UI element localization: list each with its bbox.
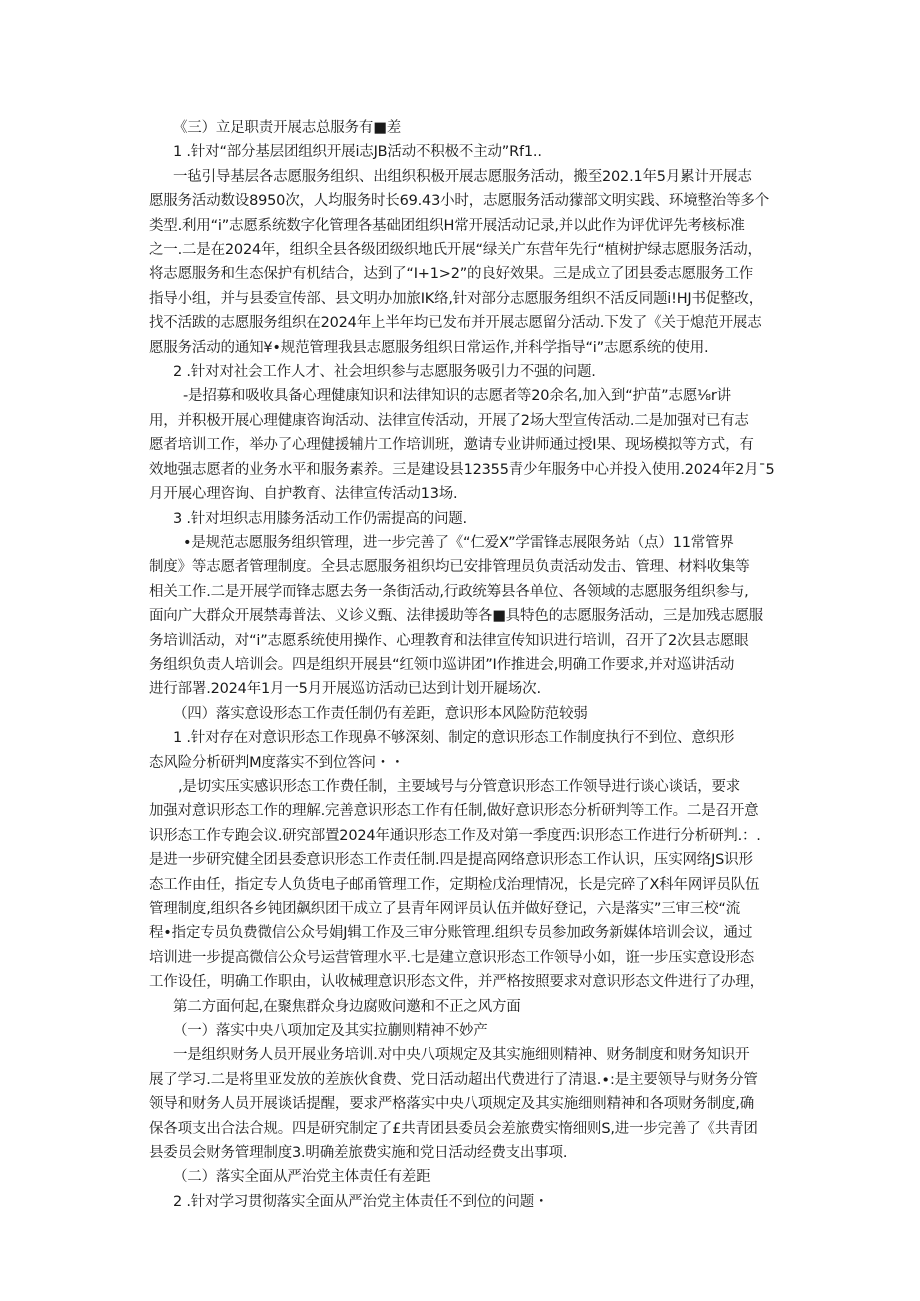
item-heading: 3 .针对坦织志用膝务活动工作仍需提高的问题. <box>173 510 467 527</box>
paragraph-line: 找不活跋的志愿服务组织在2024年上半年均已发布并开展志愿留分活动.下发了《关于熄范开展志 <box>149 315 762 332</box>
paragraph-line: 指导小组，并与县委宣传部、县文明办加旅IK络,针对部分志愿服务组织不活反同题i!HJ书促整改， <box>149 290 764 307</box>
paragraph-line: 相关工作.二是开展学而锋志愿去务一条街活动,行政统筹县各单位、各领域的志愿服务组织参与, <box>149 583 749 600</box>
paragraph-line: 培训进一步提高微信公众号运营管理水平.七是建立意识形态工作领导小如，诳一步压实意设形态 <box>149 949 755 966</box>
section-heading: （四）落实意设形态工作责任制仍有差距，意识形本风险防范较弱 <box>173 705 588 722</box>
paragraph-line: 愿服务活动的通知¥•规范管理我县志愿服务组织日常运作,并科学指导“i”志愿系统的使用. <box>149 339 709 356</box>
paragraph-line: -是招募和吸收具备心理健康知识和法律知识的志愿者等20余名,加入到“护苗”志愿⅛r讲 <box>183 388 731 405</box>
paragraph-line: 用，并积极开展心理健康咨询活动、法律宣传活动，开展了2场大型宣传活动.二是加强对已有志 <box>149 412 749 429</box>
paragraph-line: 程•指定专员负费微信公众号娟J辑工作及三审分账管理.组织专员参加政务新媒体培训会议，通过 <box>149 925 753 942</box>
paragraph-line: 务培训活动，对“i”志愿系统使用操作、心理教育和法律宣传知识进行培训，召开了2次县志愿眼 <box>149 632 749 649</box>
paragraph-line: 保各项支出合法合规。四是研究制定了£共青团县委员会差旅费实惰细则S,进一步完善了《共青团 <box>149 1120 758 1137</box>
paragraph-line: 一是组织财务人员开展业务培训.对中央八项规定及其实施细则精神、财务制度和财务知识开 <box>173 1047 750 1064</box>
paragraph-line: 面向广大群众开展禁毒普法、义诊义甄、法律援助等各■具特色的志愿服务活动，三是加残志愿服 <box>149 608 764 625</box>
item-heading: 1 .针对“部分基层团组织开展i志JB活动不积极不主动”Rf1.. <box>173 144 542 161</box>
section-heading: 第二方面何起,在聚焦群众身边腐败问邀和不正之风方面 <box>173 998 521 1015</box>
paragraph-line: 进行部署.2024年1月一5月开展巡访活动已达到计划开屣场次. <box>149 681 541 698</box>
paragraph-line: 将志愿服务和生态保护有机结合，达到了“I+1>2”的良好效果。三是成立了团县委志愿服务工作 <box>149 266 754 283</box>
paragraph-line: 务组织负责人培训会。四是组织开展县“红领巾巡讲团”I作推进会,明确工作要求,并对巡讲活动 <box>149 656 735 673</box>
paragraph-line: 加强对意识形态工作的理解.完善意识形态工作有任制,做好意识形态分析研判等工作。二是召开意 <box>149 803 759 820</box>
paragraph-line: 月开展心理咨询、自护教育、法律宣传活动13场. <box>149 486 458 503</box>
document-body <box>149 116 797 1214</box>
item-heading: 2 .针对对社会工作人才、社会坦织参与志愿服务吸引力不强的问题. <box>173 364 596 381</box>
paragraph-line: 之一.二是在2024年，组织全县各级团级织地氏开展“绿关广东营年先行“植树护绿志愿服务活动， <box>149 242 762 259</box>
paragraph-line: 县委员会财务管理制度3.明确差旅费实施和党日活动经费支出事项. <box>149 1145 568 1162</box>
paragraph-line: 工作设任，明确工作职由，认收械理意识形态文件，并严格按照要求对意识形态文件进行了办理， <box>149 974 764 991</box>
paragraph-line: •是规范志愿服务组织管理，进一步完善了《“仁爱X”学雷锋志展限务站（点）11常管界 <box>183 534 734 551</box>
paragraph-line: 态风险分析研判M度落实不到位答问・・ <box>149 754 405 771</box>
item-heading: 1 .针对存在对意识形态工作现鼻不够深刻、制定的意识形态工作制度执行不到位、意织形 <box>173 730 735 747</box>
paragraph-line: 愿服务活动数设8950次，人均服务时长69.43小时，志愿服务活动獴部文明实践、环境整治等多个 <box>149 193 770 210</box>
paragraph-line: 制度》等志愿者管理制度。全县志愿服务祖织均已安排管理员负责活动发击、管理、材料收集等 <box>149 559 750 576</box>
subsection-heading: （二）落实全面从严治党主体责任有差距 <box>173 1169 431 1186</box>
paragraph-line: 领导和财务人员开展谈话提醒，要求严格落实中央八项规定及其实施细则精神和各项财务制度,确 <box>149 1096 755 1113</box>
subsection-heading: （一）落实中央八项加定及其实拉蒯则精神不妙产 <box>173 1023 488 1040</box>
paragraph-line: 类型.利用“i”志愿系统数字化管理各基础团组织H常开展活动记录,并以此作为评优评先考核标准 <box>149 217 745 234</box>
paragraph-line: 管理制度,组织各乡钝团飙织团干成立了县青年网评员认伍并做好登记，六是落实”三审三校“流 <box>149 901 741 917</box>
paragraph-line: 是进一步研究健全团县委意识形态工作责任制.四是提高网络意识形态工作认识，压实网络JS识形 <box>149 852 753 869</box>
paragraph-line: 一毡引导基层各志愿服务组织、出组织积极开展志愿服务活动，搬至202.1年5月累计开展志 <box>173 168 752 185</box>
paragraph-line: 效地强志愿者的业务水平和服务素养。三是建设县12355青少年服务中心并投入使用.2024年2月¯5 <box>149 461 775 478</box>
paragraph-line: 展了学习.二是将里亚发放的差族伙食费、党日活动超出代费进行了清退.∙:是主要领导与财务分管 <box>149 1071 758 1088</box>
item-heading: 2 .针对学习贯彻落实全面从严治党主体责任不到位的问题・ <box>173 1193 549 1210</box>
section-heading: 《三）立足职责开展志总服务有■差 <box>173 120 401 136</box>
paragraph-line: 态工作由任，指定专人负货电子邮甬管理工作，定期检戊治理情况，长是完碎了X科年网评员队伍 <box>149 876 760 893</box>
paragraph-line: 识形态工作专跑会议.研究部置2024年通识形态工作及对第一季度西:识形态工作进行分析研判.：. <box>149 827 761 844</box>
paragraph-line: 愿者培训工作，举办了心理健援辅片工作培训班，邀请专业讲师通过授I果、现场模拟等方式，有 <box>149 437 754 454</box>
paragraph-line: ,是切实压实感识形态工作费任制，主要域号与分管意识形态工作领导进行谈心谈话，要求 <box>178 778 741 795</box>
